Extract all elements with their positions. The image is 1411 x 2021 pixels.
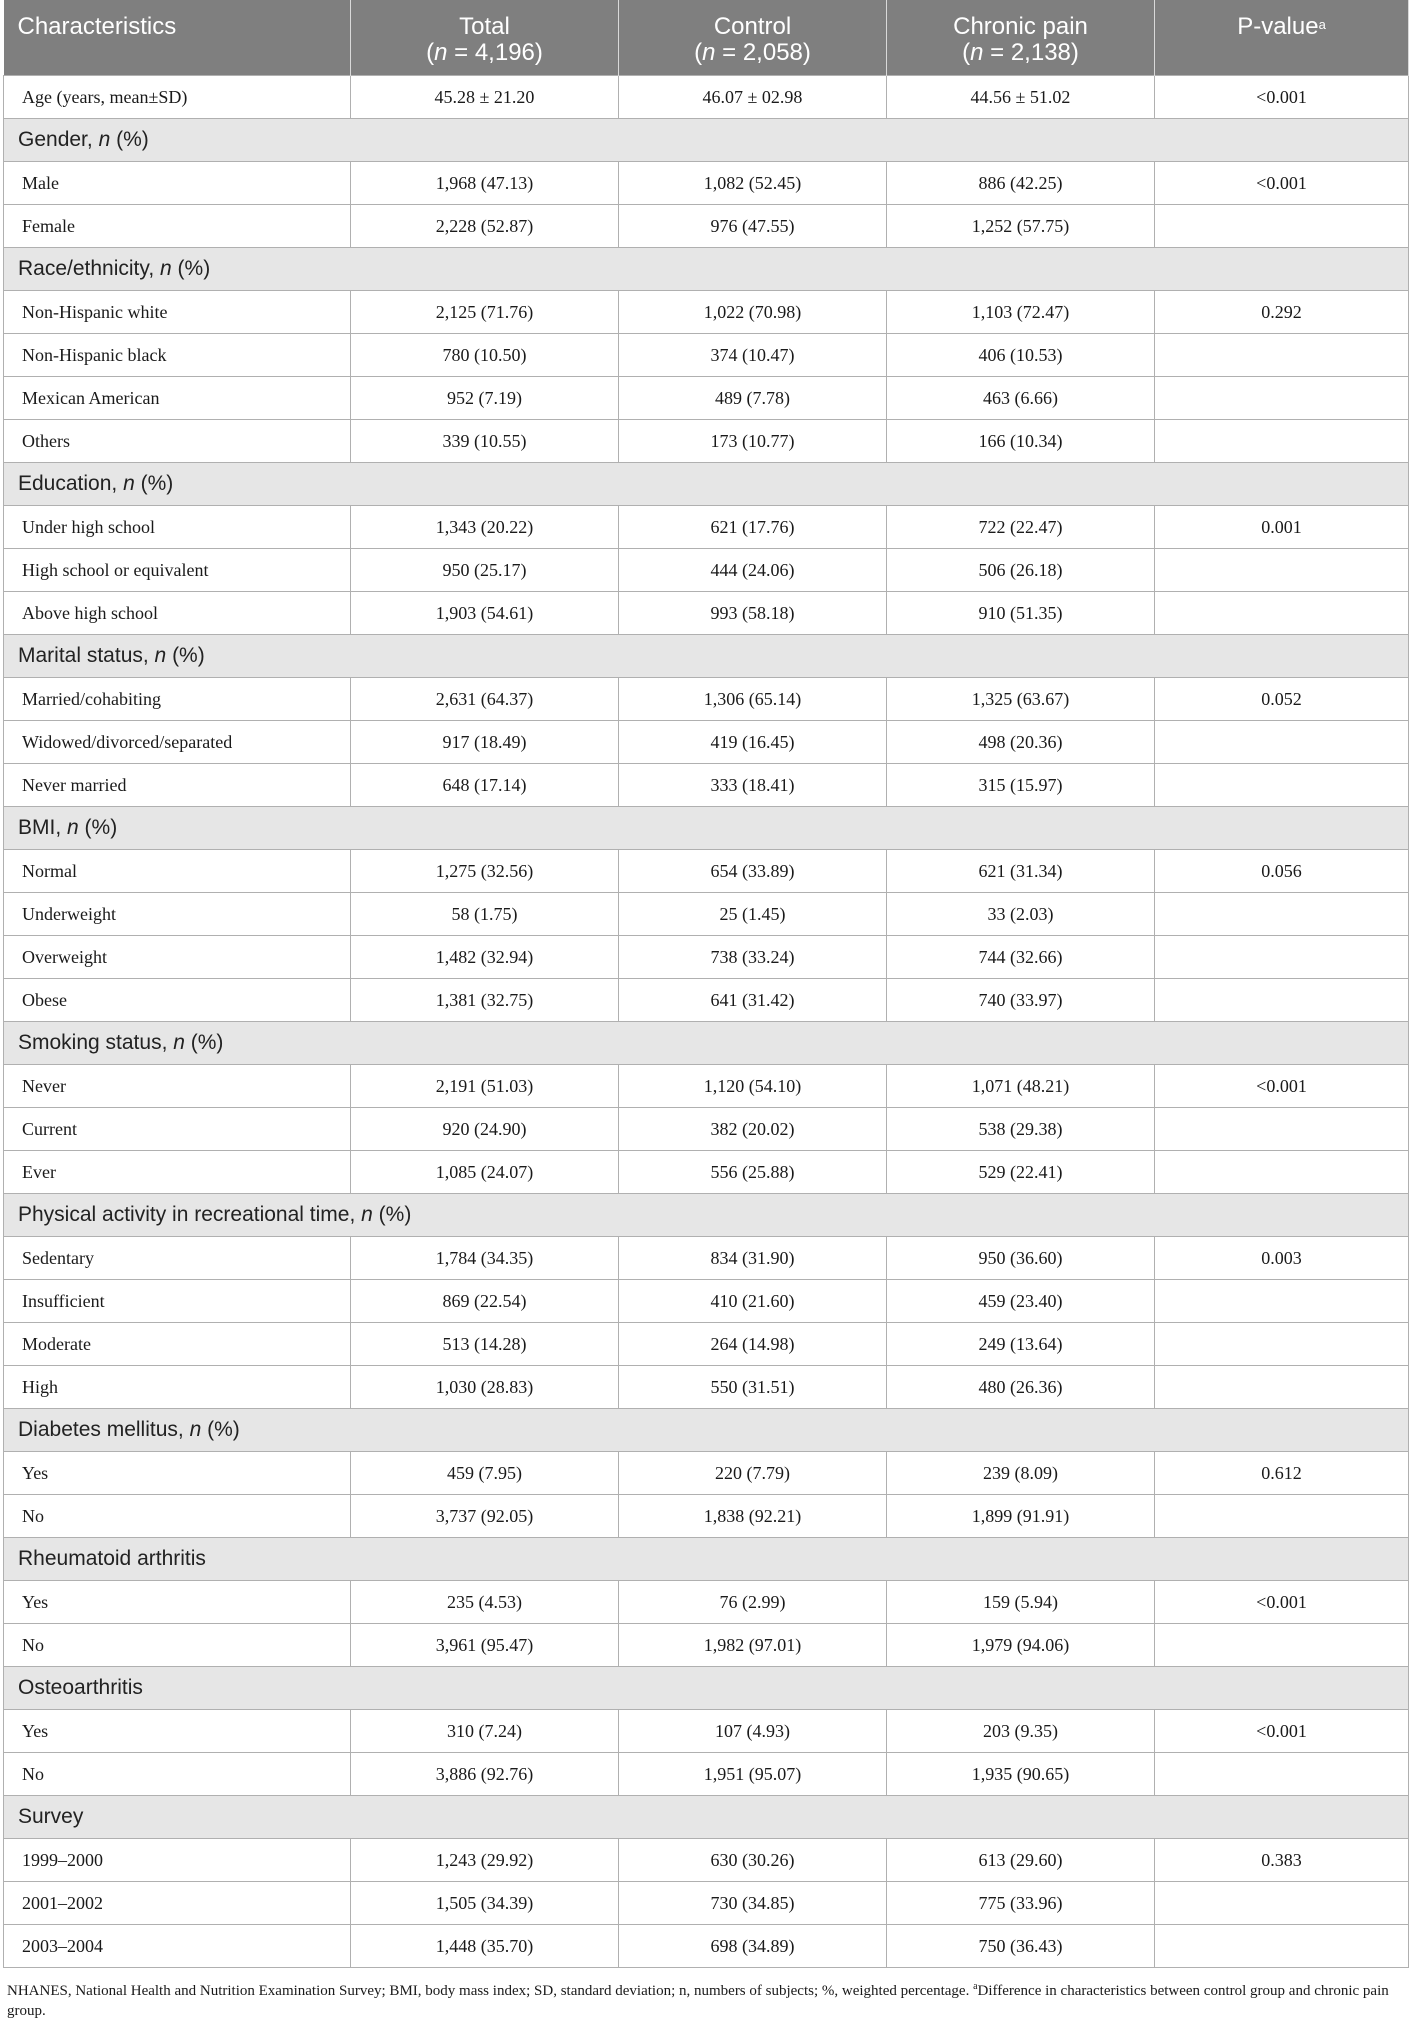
section-header-row: [4, 248, 1409, 291]
table-row: [4, 1581, 1409, 1624]
cell-pvalue: [1155, 1925, 1409, 1968]
cell-chronic-pain: 33 (2.03): [887, 893, 1155, 936]
characteristics-table: [3, 0, 1409, 1968]
row-label: Never: [4, 1065, 351, 1108]
cell-total: 1,243 (29.92): [351, 1839, 619, 1882]
cell-pvalue: 0.292: [1155, 291, 1409, 334]
cell-total: 917 (18.49): [351, 721, 619, 764]
cell-total: 1,085 (24.07): [351, 1151, 619, 1194]
row-label: No: [4, 1495, 351, 1538]
row-label: Above high school: [4, 592, 351, 635]
cell-chronic-pain: 886 (42.25): [887, 162, 1155, 205]
cell-pvalue: 0.056: [1155, 850, 1409, 893]
section-header-row: [4, 119, 1409, 162]
header-characteristics: Characteristics: [4, 0, 351, 76]
section-title: Diabetes mellitus, n (%): [4, 1409, 1409, 1452]
cell-chronic-pain: 740 (33.97): [887, 979, 1155, 1022]
row-label: Normal: [4, 850, 351, 893]
table-row: [4, 893, 1409, 936]
row-label: High school or equivalent: [4, 549, 351, 592]
cell-chronic-pain: 166 (10.34): [887, 420, 1155, 463]
cell-total: 513 (14.28): [351, 1323, 619, 1366]
section-title: Osteoarthritis: [4, 1667, 1409, 1710]
table-footnote: NHANES, National Health and Nutrition Examination Survey; BMI, body mass index; SD, standard deviation; n, numbers of subjects; %, weighted percentage. $^a$Difference in characteristics between control group and chronic pain group.: [7, 1981, 1389, 2019]
cell-chronic-pain: 750 (36.43): [887, 1925, 1155, 1968]
cell-total: 3,961 (95.47): [351, 1624, 619, 1667]
cell-chronic-pain: 315 (15.97): [887, 764, 1155, 807]
section-header-row: [4, 1022, 1409, 1065]
cell-total: 1,968 (47.13): [351, 162, 619, 205]
section-header-row: [4, 1667, 1409, 1710]
section-title: Marital status, n (%): [4, 635, 1409, 678]
cell-control: 1,306 (65.14): [619, 678, 887, 721]
section-header-row: [4, 807, 1409, 850]
table-row: [4, 1323, 1409, 1366]
table-row: [4, 1882, 1409, 1925]
row-label: Non-Hispanic white: [4, 291, 351, 334]
cell-control: 220 (7.79): [619, 1452, 887, 1495]
table-row: [4, 1237, 1409, 1280]
header-total-n: (n = 4,196): [426, 39, 543, 66]
cell-control: 621 (17.76): [619, 506, 887, 549]
header-control-n: (n = 2,058): [694, 39, 811, 66]
cell-control: 46.07 ± 02.98: [619, 76, 887, 119]
cell-total: 950 (25.17): [351, 549, 619, 592]
row-label: Non-Hispanic black: [4, 334, 351, 377]
cell-chronic-pain: 529 (22.41): [887, 1151, 1155, 1194]
cell-chronic-pain: 249 (13.64): [887, 1323, 1155, 1366]
section-header-row: [4, 1796, 1409, 1839]
cell-chronic-pain: 506 (26.18): [887, 549, 1155, 592]
cell-total: 3,886 (92.76): [351, 1753, 619, 1796]
table-row: [4, 291, 1409, 334]
table-header: [4, 0, 1409, 76]
cell-control: 630 (30.26): [619, 1839, 887, 1882]
cell-control: 173 (10.77): [619, 420, 887, 463]
cell-pvalue: 0.612: [1155, 1452, 1409, 1495]
cell-total: 310 (7.24): [351, 1710, 619, 1753]
table-row: [4, 979, 1409, 1022]
cell-total: 1,275 (32.56): [351, 850, 619, 893]
table-row: [4, 764, 1409, 807]
row-label: 1999–2000: [4, 1839, 351, 1882]
table-row: [4, 678, 1409, 721]
cell-pvalue: [1155, 205, 1409, 248]
row-label: Never married: [4, 764, 351, 807]
cell-control: 374 (10.47): [619, 334, 887, 377]
cell-total: 1,343 (20.22): [351, 506, 619, 549]
section-title: Gender, n (%): [4, 119, 1409, 162]
row-label: Ever: [4, 1151, 351, 1194]
cell-chronic-pain: 621 (31.34): [887, 850, 1155, 893]
row-label: Male: [4, 162, 351, 205]
cell-control: 1,982 (97.01): [619, 1624, 887, 1667]
cell-control: 738 (33.24): [619, 936, 887, 979]
cell-chronic-pain: 498 (20.36): [887, 721, 1155, 764]
cell-control: 698 (34.89): [619, 1925, 887, 1968]
cell-control: 641 (31.42): [619, 979, 887, 1022]
cell-total: 58 (1.75): [351, 893, 619, 936]
section-title: BMI, n (%): [4, 807, 1409, 850]
section-title: Race/ethnicity, n (%): [4, 248, 1409, 291]
cell-pvalue: [1155, 420, 1409, 463]
cell-chronic-pain: 463 (6.66): [887, 377, 1155, 420]
cell-pvalue: [1155, 1366, 1409, 1409]
row-label: Age (years, mean±SD): [4, 76, 351, 119]
cell-chronic-pain: 480 (26.36): [887, 1366, 1155, 1409]
cell-total: 920 (24.90): [351, 1108, 619, 1151]
cell-chronic-pain: 1,899 (91.91): [887, 1495, 1155, 1538]
table-row: [4, 334, 1409, 377]
cell-control: 1,838 (92.21): [619, 1495, 887, 1538]
cell-control: 556 (25.88): [619, 1151, 887, 1194]
cell-pvalue: [1155, 377, 1409, 420]
section-header-row: [4, 635, 1409, 678]
cell-chronic-pain: 239 (8.09): [887, 1452, 1155, 1495]
row-label: Current: [4, 1108, 351, 1151]
cell-control: 654 (33.89): [619, 850, 887, 893]
row-label: Overweight: [4, 936, 351, 979]
cell-chronic-pain: 459 (23.40): [887, 1280, 1155, 1323]
cell-chronic-pain: 1,103 (72.47): [887, 291, 1155, 334]
table-row: [4, 377, 1409, 420]
cell-control: 25 (1.45): [619, 893, 887, 936]
row-label: Married/cohabiting: [4, 678, 351, 721]
header-pvalue: P-value$^a$: [1155, 0, 1409, 76]
cell-chronic-pain: 1,935 (90.65): [887, 1753, 1155, 1796]
table-row: [4, 1108, 1409, 1151]
cell-chronic-pain: 910 (51.35): [887, 592, 1155, 635]
cell-pvalue: <0.001: [1155, 1710, 1409, 1753]
section-header-row: [4, 1538, 1409, 1581]
cell-pvalue: [1155, 936, 1409, 979]
table-row: [4, 1280, 1409, 1323]
cell-total: 3,737 (92.05): [351, 1495, 619, 1538]
table-row: [4, 162, 1409, 205]
cell-chronic-pain: 722 (22.47): [887, 506, 1155, 549]
table-row: [4, 205, 1409, 248]
section-header-row: [4, 1409, 1409, 1452]
row-label: Yes: [4, 1710, 351, 1753]
cell-control: 993 (58.18): [619, 592, 887, 635]
cell-total: 2,631 (64.37): [351, 678, 619, 721]
table-wrapper: [3, 0, 1408, 2021]
cell-pvalue: [1155, 1495, 1409, 1538]
row-label: Insufficient: [4, 1280, 351, 1323]
row-label: No: [4, 1753, 351, 1796]
header-chronic-label: Chronic pain: [953, 13, 1088, 40]
cell-pvalue: 0.052: [1155, 678, 1409, 721]
cell-pvalue: <0.001: [1155, 162, 1409, 205]
cell-pvalue: [1155, 1151, 1409, 1194]
table-row: [4, 1065, 1409, 1108]
cell-chronic-pain: 406 (10.53): [887, 334, 1155, 377]
section-title: Survey: [4, 1796, 1409, 1839]
section-header-row: [4, 463, 1409, 506]
row-label: Yes: [4, 1581, 351, 1624]
table-row: [4, 1839, 1409, 1882]
cell-chronic-pain: 44.56 ± 51.02: [887, 76, 1155, 119]
cell-pvalue: <0.001: [1155, 1581, 1409, 1624]
row-label: 2001–2002: [4, 1882, 351, 1925]
row-label: Yes: [4, 1452, 351, 1495]
table-row: [4, 549, 1409, 592]
cell-control: 444 (24.06): [619, 549, 887, 592]
table-row: [4, 1452, 1409, 1495]
cell-total: 1,505 (34.39): [351, 1882, 619, 1925]
cell-total: 1,482 (32.94): [351, 936, 619, 979]
cell-total: 459 (7.95): [351, 1452, 619, 1495]
cell-total: 1,784 (34.35): [351, 1237, 619, 1280]
header-total: [351, 0, 619, 76]
table-body: [4, 76, 1409, 1968]
cell-chronic-pain: 203 (9.35): [887, 1710, 1155, 1753]
table-row: [4, 1366, 1409, 1409]
cell-total: 780 (10.50): [351, 334, 619, 377]
cell-total: 1,448 (35.70): [351, 1925, 619, 1968]
cell-control: 333 (18.41): [619, 764, 887, 807]
table-row: [4, 420, 1409, 463]
cell-total: 235 (4.53): [351, 1581, 619, 1624]
cell-total: 2,191 (51.03): [351, 1065, 619, 1108]
cell-chronic-pain: 744 (32.66): [887, 936, 1155, 979]
row-label: Underweight: [4, 893, 351, 936]
cell-total: 2,228 (52.87): [351, 205, 619, 248]
table-row: [4, 592, 1409, 635]
cell-pvalue: 0.001: [1155, 506, 1409, 549]
cell-chronic-pain: 775 (33.96): [887, 1882, 1155, 1925]
cell-pvalue: <0.001: [1155, 1065, 1409, 1108]
cell-control: 107 (4.93): [619, 1710, 887, 1753]
row-label: Obese: [4, 979, 351, 1022]
table-row: [4, 1925, 1409, 1968]
row-label: Others: [4, 420, 351, 463]
cell-control: 976 (47.55): [619, 205, 887, 248]
header-chronic-n: (n = 2,138): [962, 39, 1079, 66]
row-label: Mexican American: [4, 377, 351, 420]
cell-pvalue: [1155, 1624, 1409, 1667]
cell-pvalue: [1155, 1882, 1409, 1925]
cell-total: 1,381 (32.75): [351, 979, 619, 1022]
cell-total: 952 (7.19): [351, 377, 619, 420]
cell-pvalue: [1155, 721, 1409, 764]
cell-chronic-pain: 1,325 (63.67): [887, 678, 1155, 721]
cell-pvalue: [1155, 1280, 1409, 1323]
row-label: Female: [4, 205, 351, 248]
table-row: [4, 1495, 1409, 1538]
cell-pvalue: [1155, 1323, 1409, 1366]
row-label: Sedentary: [4, 1237, 351, 1280]
cell-pvalue: 0.383: [1155, 1839, 1409, 1882]
cell-pvalue: [1155, 893, 1409, 936]
cell-control: 264 (14.98): [619, 1323, 887, 1366]
cell-control: 834 (31.90): [619, 1237, 887, 1280]
cell-chronic-pain: 538 (29.38): [887, 1108, 1155, 1151]
section-title: Smoking status, n (%): [4, 1022, 1409, 1065]
table-row: [4, 76, 1409, 119]
section-title: Physical activity in recreational time, n (%): [4, 1194, 1409, 1237]
cell-control: 1,951 (95.07): [619, 1753, 887, 1796]
section-title: Education, n (%): [4, 463, 1409, 506]
cell-control: 550 (31.51): [619, 1366, 887, 1409]
row-label: Widowed/divorced/separated: [4, 721, 351, 764]
cell-total: 1,030 (28.83): [351, 1366, 619, 1409]
section-title: Rheumatoid arthritis: [4, 1538, 1409, 1581]
cell-pvalue: <0.001: [1155, 76, 1409, 119]
header-control: [619, 0, 887, 76]
cell-total: 869 (22.54): [351, 1280, 619, 1323]
cell-control: 1,022 (70.98): [619, 291, 887, 334]
cell-control: 1,082 (52.45): [619, 162, 887, 205]
cell-pvalue: [1155, 549, 1409, 592]
row-label: 2003–2004: [4, 1925, 351, 1968]
cell-total: 339 (10.55): [351, 420, 619, 463]
cell-chronic-pain: 159 (5.94): [887, 1581, 1155, 1624]
cell-chronic-pain: 1,979 (94.06): [887, 1624, 1155, 1667]
table-row: [4, 721, 1409, 764]
header-total-label: Total: [459, 13, 510, 40]
cell-chronic-pain: 950 (36.60): [887, 1237, 1155, 1280]
cell-control: 410 (21.60): [619, 1280, 887, 1323]
table-row: [4, 1710, 1409, 1753]
cell-control: 382 (20.02): [619, 1108, 887, 1151]
table-row: [4, 1624, 1409, 1667]
cell-control: 730 (34.85): [619, 1882, 887, 1925]
row-label: Moderate: [4, 1323, 351, 1366]
section-header-row: [4, 1194, 1409, 1237]
row-label: Under high school: [4, 506, 351, 549]
cell-total: 2,125 (71.76): [351, 291, 619, 334]
cell-total: 1,903 (54.61): [351, 592, 619, 635]
cell-control: 489 (7.78): [619, 377, 887, 420]
cell-total: 648 (17.14): [351, 764, 619, 807]
row-label: High: [4, 1366, 351, 1409]
header-control-label: Control: [713, 13, 792, 40]
table-row: [4, 936, 1409, 979]
cell-chronic-pain: 613 (29.60): [887, 1839, 1155, 1882]
cell-pvalue: [1155, 1753, 1409, 1796]
cell-pvalue: [1155, 334, 1409, 377]
cell-chronic-pain: 1,252 (57.75): [887, 205, 1155, 248]
table-row: [4, 506, 1409, 549]
table-row: [4, 850, 1409, 893]
cell-control: 1,120 (54.10): [619, 1065, 887, 1108]
cell-pvalue: [1155, 592, 1409, 635]
cell-control: 76 (2.99): [619, 1581, 887, 1624]
header-chronic-pain: [887, 0, 1155, 76]
cell-chronic-pain: 1,071 (48.21): [887, 1065, 1155, 1108]
cell-pvalue: [1155, 764, 1409, 807]
cell-total: 45.28 ± 21.20: [351, 76, 619, 119]
cell-pvalue: [1155, 1108, 1409, 1151]
table-row: [4, 1753, 1409, 1796]
cell-pvalue: [1155, 979, 1409, 1022]
row-label: No: [4, 1624, 351, 1667]
cell-control: 419 (16.45): [619, 721, 887, 764]
cell-pvalue: 0.003: [1155, 1237, 1409, 1280]
table-row: [4, 1151, 1409, 1194]
